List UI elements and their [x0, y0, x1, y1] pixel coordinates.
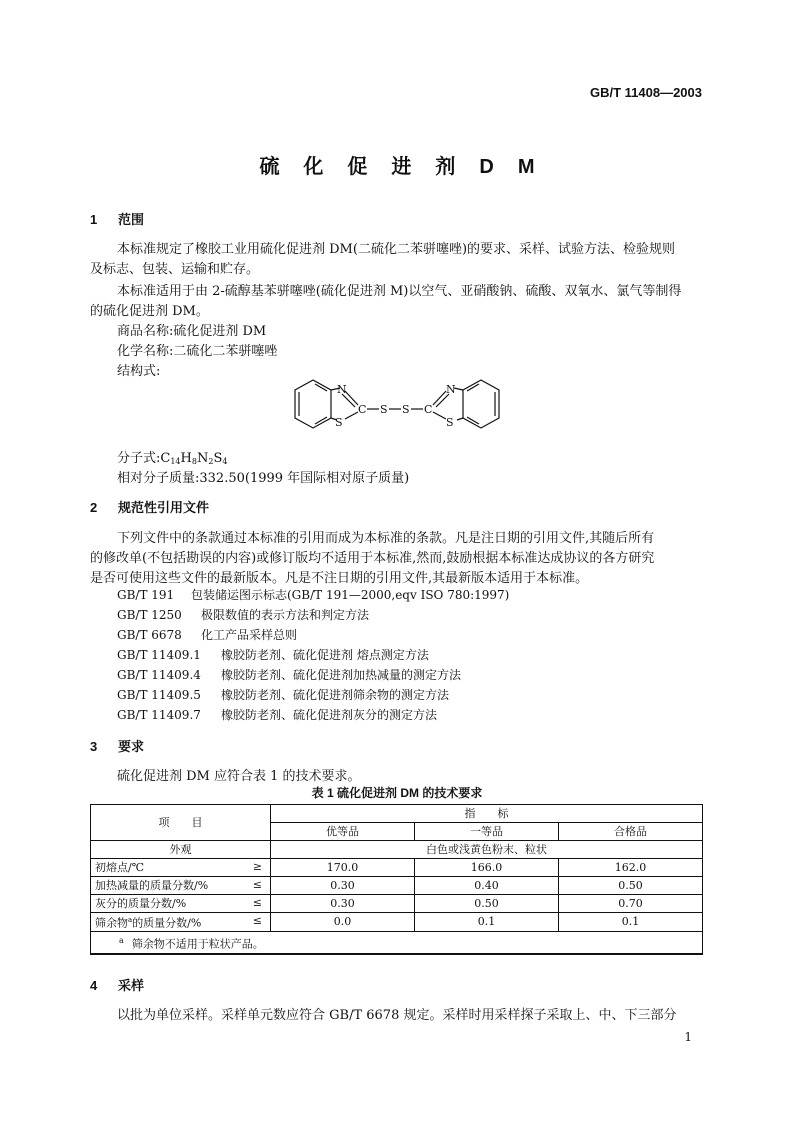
table-footnote [91, 931, 703, 954]
cell-value: 170.0 [271, 859, 415, 877]
formula-s-count: 4 [222, 457, 228, 466]
reference-code: GB/T 11409.4 [117, 668, 201, 682]
molecular-formula [117, 447, 227, 466]
page-title: 硫化促进剂DM [259, 156, 559, 178]
atom-s-bridge-2: S [402, 403, 410, 416]
reference-title: 极限数值的表示方法和判定方法 [201, 608, 370, 622]
reference-item [117, 646, 429, 663]
s1-para1-line1: 本标准规定了橡胶工业用硫化促进剂 DM(二硫化二苯骈噻唑)的要求、采样、试验方法、检验规则 [117, 242, 676, 257]
reference-item [117, 666, 461, 683]
reference-code: GB/T 11409.7 [117, 708, 201, 722]
row-symbol: ≤ [252, 878, 262, 891]
cell-value: 0.30 [271, 895, 415, 913]
row-label [91, 859, 271, 877]
s1-para2-line1: 本标准适用于由 2-硫醇基苯骈噻唑(硫化促进剂 M)以空气、亚硝酸钠、硫酸、双氧水、氯气等制得 [117, 284, 682, 299]
cell-value: 0.40 [415, 877, 559, 895]
reference-title: 包装储运图示标志(GB/T 191—2000,eqv ISO 780:1997) [191, 588, 510, 602]
standard-number: GB/T 11408—2003 [589, 85, 702, 100]
footnote-mark: a [119, 935, 124, 945]
section-2-heading [90, 497, 209, 516]
table-row [91, 877, 703, 895]
formula-n: N [196, 451, 209, 466]
section-number: 2 [90, 500, 98, 515]
s4-para: 以批为单位采样。采样单元数应符合 GB/T 6678 规定。采样时用采样探子采取上、中、下三部分 [117, 1008, 677, 1023]
reference-item [117, 706, 437, 723]
footnote-text: 筛余物不适用于粒状产品。 [131, 937, 264, 951]
cell-value: 白色或浅黄色粉末、粒状 [271, 841, 703, 859]
molecular-mass: 相对分子质量:332.50(1999 年国际相对原子质量) [117, 471, 410, 486]
right-benzene-ring [463, 380, 499, 428]
row-symbol: ≥ [252, 860, 262, 873]
reference-item [117, 606, 369, 623]
section-number: 4 [90, 978, 98, 993]
reference-item [117, 586, 509, 603]
section-title: 采样 [118, 978, 145, 993]
row-label-text: 加热减量的质量分数/% [95, 879, 209, 892]
table-caption: 表 1 硫化促进剂 DM 的技术要求 [311, 786, 483, 800]
reference-code: GB/T 191 [117, 588, 175, 602]
chemical-name: 化学名称:二硫化二苯骈噻唑 [117, 344, 278, 359]
atom-c-right: C [424, 403, 433, 416]
row-label [91, 913, 271, 932]
atom-n-right: N [446, 383, 456, 396]
cell-value: 166.0 [415, 859, 559, 877]
reference-code: GB/T 11409.1 [117, 648, 201, 662]
section-title: 要求 [118, 739, 145, 754]
s2-para-line2: 的修改单(不包括勘误的内容)或修订版均不适用于本标准,然而,鼓励根据本标准达成协议的各方研究 [90, 551, 655, 566]
table-row [91, 859, 703, 877]
atom-c-left: C [358, 403, 367, 416]
structure-label: 结构式: [117, 364, 161, 379]
row-label-text: 初熔点/℃ [95, 861, 145, 874]
reference-title: 橡胶防老剂、硫化促进剂筛余物的测定方法 [221, 688, 450, 702]
cell-value: 162.0 [559, 859, 703, 877]
row-label [91, 877, 271, 895]
cell-value: 0.1 [559, 913, 703, 932]
row-label-tail: 的质量分数/% [132, 916, 202, 930]
reference-code: GB/T 11409.5 [117, 688, 201, 702]
cell-value: 0.50 [559, 877, 703, 895]
formula-c-count: 14 [170, 457, 181, 466]
table-footnote-row [91, 931, 703, 954]
cell-value: 0.1 [415, 913, 559, 932]
section-title: 规范性引用文件 [118, 500, 210, 515]
row-symbol: ≤ [252, 914, 262, 927]
s2-para-line3: 是否可使用这些文件的最新版本。凡是不注日期的引用文件,其最新版本适用于本标准。 [90, 571, 589, 586]
reference-item [117, 626, 297, 643]
table-header-row [91, 805, 703, 823]
table-row [91, 895, 703, 913]
s1-para1-line2: 及标志、包装、运输和贮存。 [90, 262, 260, 277]
grade-header: 优等品 [271, 823, 415, 841]
product-name: 商品名称:硫化促进剂 DM [117, 324, 267, 339]
section-4-heading [90, 975, 144, 994]
molecular-formula-label: 分子式: [117, 451, 161, 466]
table-row [91, 913, 703, 932]
row-label-text: 筛余物 [95, 916, 128, 930]
formula-h: H [180, 451, 192, 466]
row-label-text: 灰分的质量分数/% [95, 897, 187, 910]
section-1-heading [90, 209, 144, 228]
cell-value: 0.70 [559, 895, 703, 913]
s2-para-line1: 下列文件中的条款通过本标准的引用而成为本标准的条款。凡是注日期的引用文件,其随后所有 [117, 531, 655, 546]
formula-n-count: 2 [208, 457, 214, 466]
row-label: 外观 [91, 841, 271, 859]
page-number: 1 [684, 1030, 692, 1044]
cell-value: 0.50 [415, 895, 559, 913]
cell-value: 0.0 [271, 913, 415, 932]
reference-code: GB/T 1250 [117, 608, 182, 622]
atom-s-bridge-1: S [380, 403, 388, 416]
section-number: 1 [90, 212, 98, 227]
atom-n-left: N [337, 383, 347, 396]
section-number: 3 [90, 739, 98, 754]
formula-s: S [213, 451, 223, 466]
left-benzene-ring [295, 380, 331, 428]
row-symbol: ≤ [252, 896, 262, 909]
section-3-heading [90, 736, 144, 755]
reference-title: 化工产品采样总则 [201, 628, 298, 642]
atom-s-left: S [335, 416, 343, 429]
reference-title: 橡胶防老剂、硫化促进剂灰分的测定方法 [221, 708, 438, 722]
grade-header: 合格品 [559, 823, 703, 841]
s1-para2-line2: 的硫化促进剂 DM。 [90, 304, 209, 319]
reference-code: GB/T 6678 [117, 628, 182, 642]
s3-para: 硫化促进剂 DM 应符合表 1 的技术要求。 [117, 769, 361, 784]
section-title: 范围 [118, 212, 145, 227]
reference-item [117, 686, 449, 703]
formula-c: C [160, 451, 171, 466]
table-row [91, 841, 703, 859]
row-label [91, 895, 271, 913]
atom-s-right: S [446, 416, 454, 429]
formula-h-count: 8 [191, 457, 197, 466]
header-index: 指 标 [271, 805, 703, 823]
footnote-ref: a [128, 916, 133, 924]
grade-header: 一等品 [415, 823, 559, 841]
structural-formula [285, 372, 510, 444]
reference-title: 橡胶防老剂、硫化促进剂加热减量的测定方法 [221, 668, 462, 682]
requirements-table [90, 804, 703, 955]
reference-title: 橡胶防老剂、硫化促进剂 熔点测定方法 [221, 648, 429, 662]
header-item: 项 目 [91, 805, 271, 841]
cell-value: 0.30 [271, 877, 415, 895]
